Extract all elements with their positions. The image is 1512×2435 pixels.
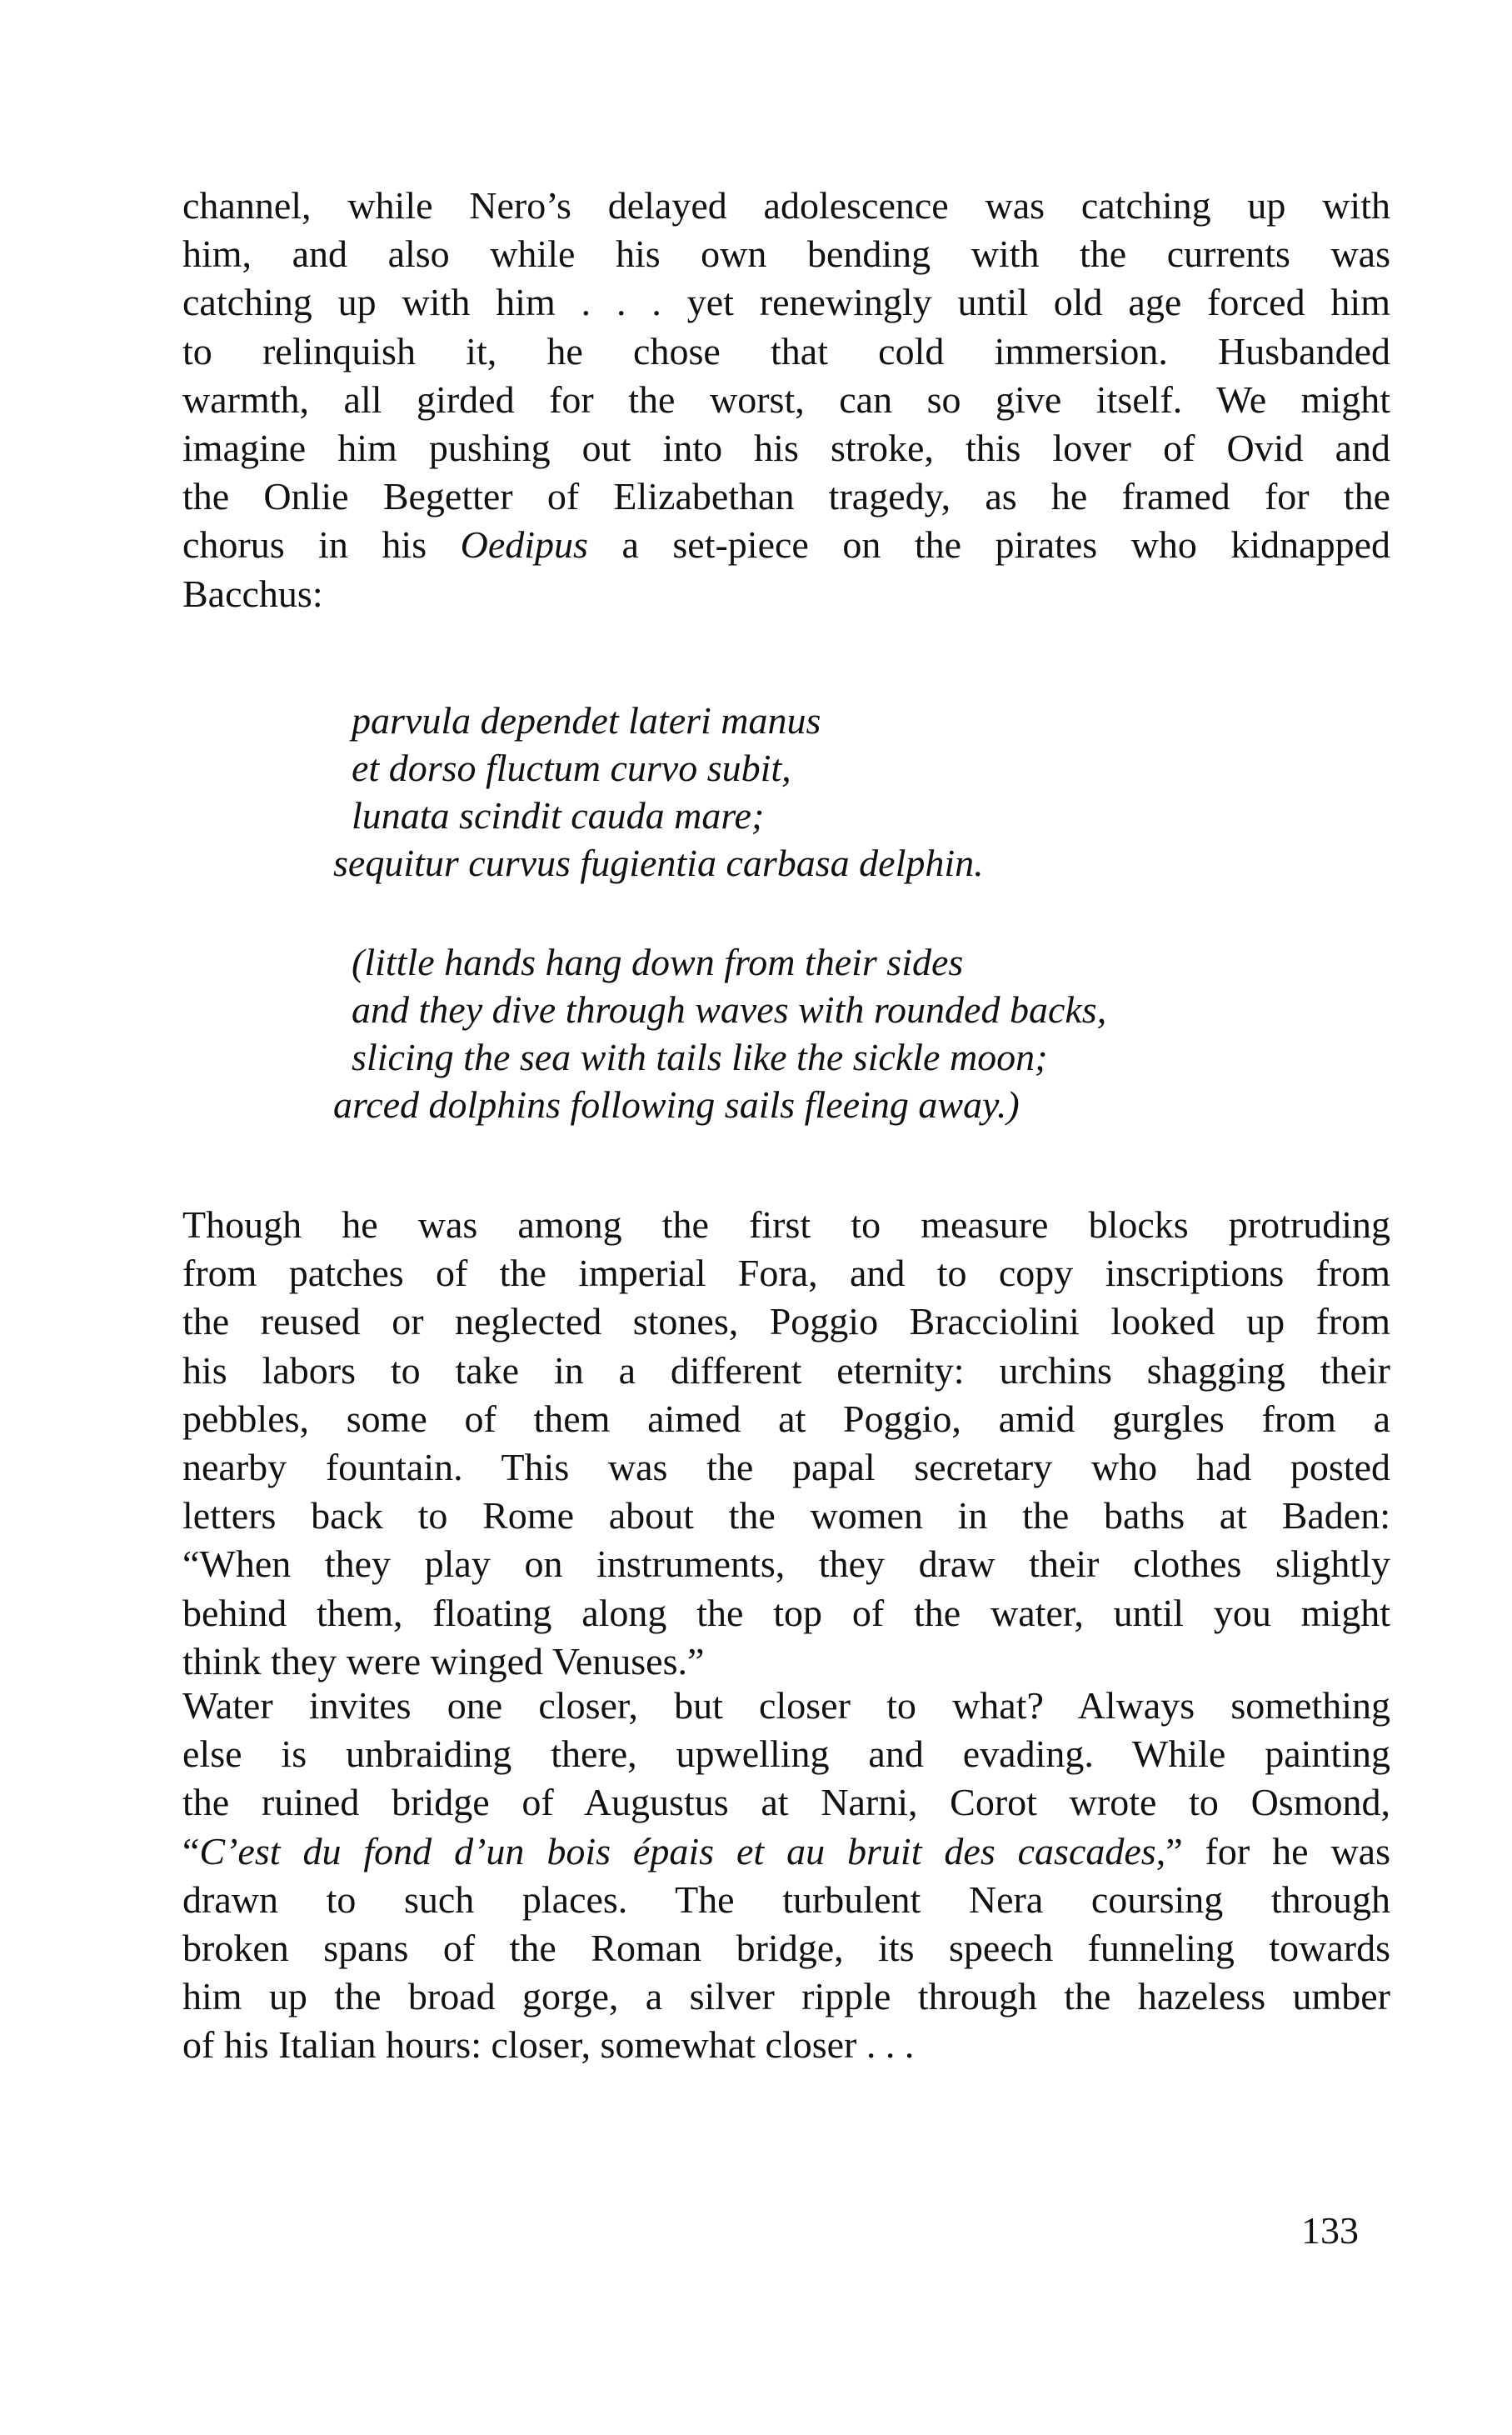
text-line: catching up with him . . . yet renewingly until old age forced him [182,281,1390,324]
text-line-oedipus [182,521,1390,569]
text-line: drawn to such places. The turbulent Nera coursing through [182,1878,1390,1921]
verse-line: and they dive through waves with rounded backs, [352,988,1107,1031]
text-line: Though he was among the first to measure blocks protruding [182,1203,1390,1246]
verse-english-translation [333,938,1106,1128]
text-line: him up the broad gorge, a silver ripple through the hazeless umber [182,1975,1390,2018]
text-line: pebbles, some of them aimed at Poggio, amid gurgles from a [182,1397,1390,1440]
verse-line: slicing the sea with tails like the sickle moon; [352,1036,1048,1078]
text-line: else is unbraiding there, upwelling and evading. While painting [182,1732,1390,1776]
verse-line: parvula dependet lateri manus [352,699,821,742]
text-line: him, and also while his own bending with the currents was [182,232,1390,276]
text-line: think they were winged Venuses.” [182,1639,705,1682]
text-line: behind them, floating along the top of the water, until you might [182,1591,1390,1634]
text-line: nearby fountain. This was the papal secretary who had posted [182,1446,1390,1489]
text-line: Water invites one closer, but closer to what? Always something [182,1684,1390,1727]
text-line: imagine him pushing out into his stroke, this lover of Ovid and [182,427,1390,470]
verse-line: (little hands hang down from their sides [352,941,964,983]
text-line: the Onlie Begetter of Elizabethan tragedy, as he framed for the [182,475,1390,518]
paragraph-poggio [182,1201,1390,1686]
paragraph-seneca [182,182,1390,618]
verse-line: et dorso fluctum curvo subit, [352,747,791,789]
text-line: letters back to Rome about the women in the baths at Baden: [182,1494,1390,1538]
page-number: 133 [1301,2209,1359,2252]
text-line: chorus in his Oedipus a set-piece on the pirates who kidnapped [182,523,1390,567]
text-line: the reused or neglected stones, Poggio Bracciolini looked up from [182,1300,1390,1343]
text-line: broken spans of the Roman bridge, its speech funneling towards [182,1927,1390,1970]
text-line: “When they play on instruments, they draw their clothes slightly [182,1542,1390,1586]
text-line: warmth, all girded for the worst, can so give itself. We might [182,378,1390,421]
text-line: “C’est du fond d’un bois épais et au bruit des cascades,” for he was [182,1829,1390,1872]
text-line: from patches of the imperial Fora, and to copy inscriptions from [182,1252,1390,1295]
text-line: of his Italian hours: closer, somewhat closer . . . [182,2023,915,2067]
text-line: Bacchus: [182,572,323,615]
paragraph-corot [182,1682,1390,2070]
verse-latin [333,697,984,887]
verse-line: lunata scindit cauda mare; [352,794,765,837]
verse-line: arced dolphins following sails fleeing away.) [333,1083,1020,1126]
text-line: channel, while Nero’s delayed adolescence was catching up with [182,184,1390,227]
verse-line: sequitur curvus fugientia carbasa delphin. [333,842,984,884]
text-line: the ruined bridge of Augustus at Narni, Corot wrote to Osmond, [182,1781,1390,1824]
text-line: to relinquish it, he chose that cold immersion. Husbanded [182,329,1390,372]
text-line: his labors to take in a different eternity: urchins shagging their [182,1348,1390,1392]
text-line-corot-quote [182,1828,1390,1876]
